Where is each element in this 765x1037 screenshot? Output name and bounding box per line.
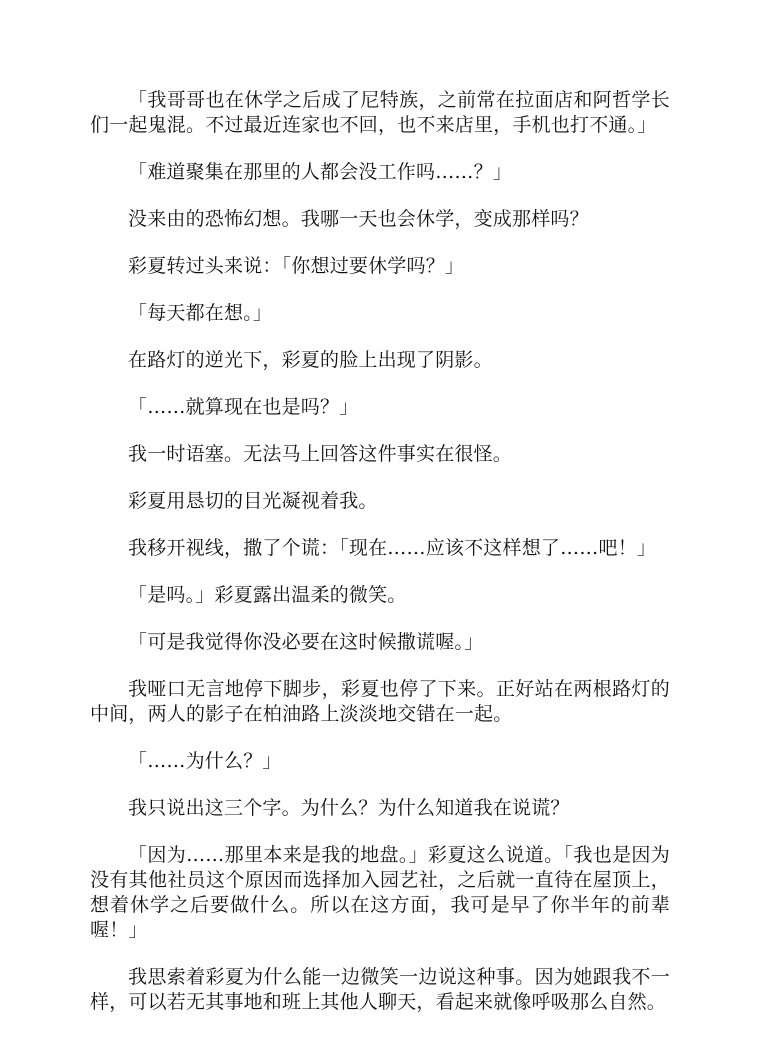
paragraph: 我一时语塞。无法马上回答这件事实在很怪。 (128, 443, 513, 465)
paragraph: 我思索着彩夏为什么能一边微笑一边说这种事。因为她跟我不一样，可以若无其事地和班上其他人聊天，看起来就像呼吸那么自然。 (90, 966, 670, 1013)
paragraph: 在路灯的逆光下，彩夏的脸上出现了阴影。 (128, 349, 493, 371)
paragraph: 「因为……那里本来是我的地盘。」彩夏这么说道。「我也是因为没有其他社员这个原因而选择加入园艺社，之后就一直待在屋顶上，想着休学之后要做什么。所以在这方面，我可是早了你半年的前辈喔！」 (90, 844, 670, 941)
paragraph: 我只说出这三个字。为什么？为什么知道我在说谎？ (128, 797, 570, 819)
paragraph: 我移开视线，撒了个谎：「现在……应该不这样想了……吧！」 (128, 537, 657, 559)
paragraph: 「难道聚集在那里的人都会没工作吗……？」 (128, 161, 513, 183)
paragraph: 彩夏用恳切的目光凝视着我。 (128, 490, 378, 512)
paragraph: 「……为什么？」 (128, 750, 282, 772)
paragraph: 「是吗。」彩夏露出温柔的微笑。 (128, 584, 407, 606)
paragraph: 「我哥哥也在休学之后成了尼特族，之前常在拉面店和阿哲学长们一起鬼混。不过最近连家也不回，也不来店里，手机也打不通。」 (90, 89, 670, 136)
paragraph: 彩夏转过头来说：「你想过要休学吗？」 (128, 255, 465, 277)
paragraph: 「每天都在想。」 (128, 302, 273, 324)
paragraph: 没来由的恐怖幻想。我哪一天也会休学，变成那样吗？ (128, 208, 589, 230)
paragraph: 「……就算现在也是吗？」 (128, 396, 359, 418)
paragraph: 「可是我觉得你没必要在这时候撒谎喔。」 (128, 631, 484, 653)
document-page (90, 88, 670, 1037)
paragraph: 我哑口无言地停下脚步，彩夏也停了下来。正好站在两根路灯的中间，两人的影子在柏油路上淡淡地交错在一起。 (90, 678, 670, 725)
